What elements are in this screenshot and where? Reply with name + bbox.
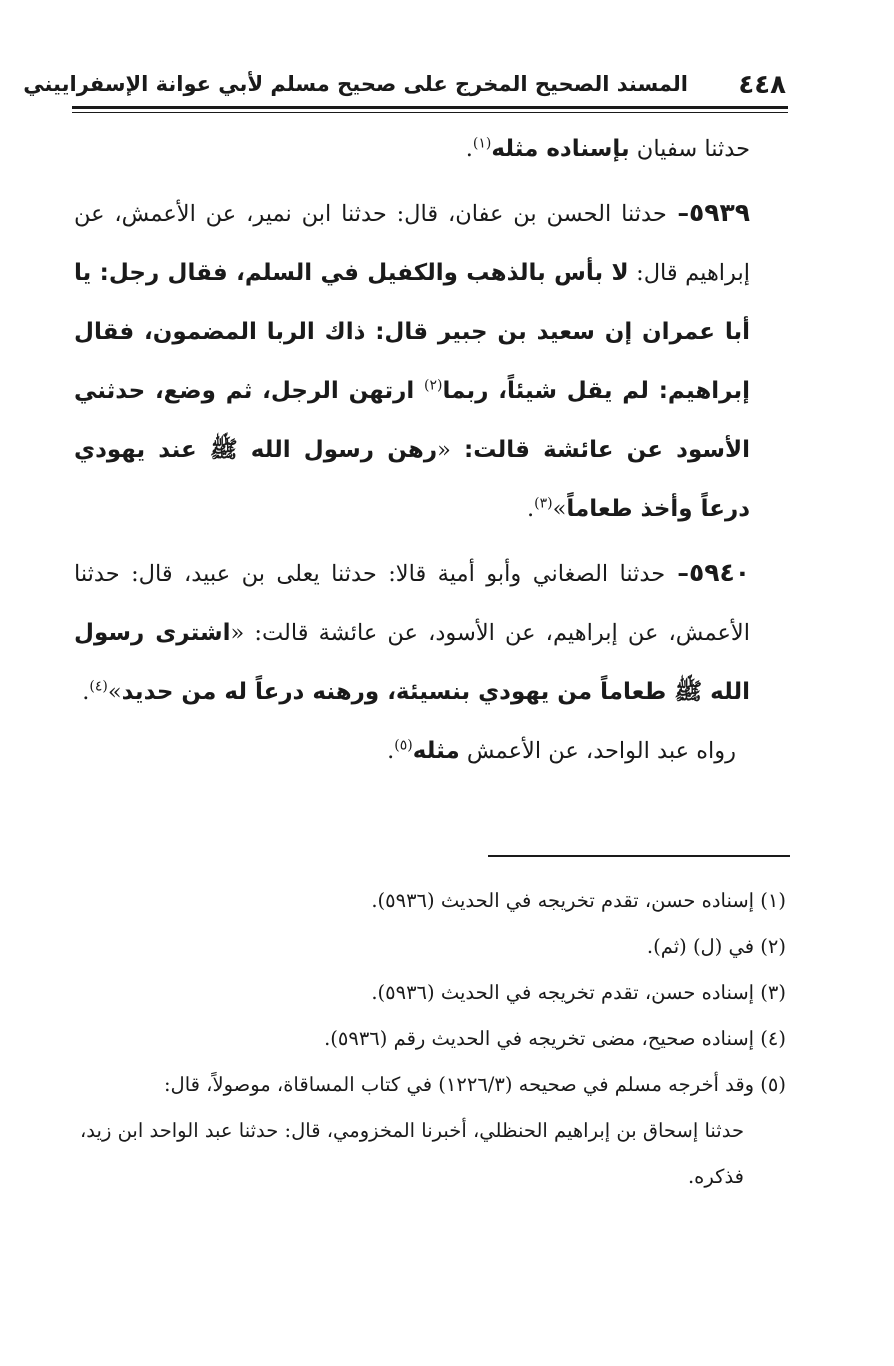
footnote-ref: (٥) xyxy=(394,737,413,754)
hadith-dash: – xyxy=(666,201,689,227)
book-title: المسند الصحيح المخرج على صحيح مسلم لأبي عوانة الإسفراييني xyxy=(23,72,688,96)
riwaya-note xyxy=(74,722,786,781)
hadith-matn: بإسناده مثله xyxy=(491,136,630,162)
hadith-matn: ارتهن الرجل، ثم وضع، حدثني الأسود عن عائشة قالت: xyxy=(74,378,750,463)
main-text xyxy=(74,120,786,781)
riwaya-bold: مثله xyxy=(412,738,460,764)
hadith-matn: اشترى رسول الله ﷺ طعاماً من يهودي بنسيئة، ورهنه درعاً له من حديد xyxy=(74,620,750,705)
footnote-4: (٤) إسناده صحيح، مضى تخريجه في الحديث رقم (٥٩٣٦). xyxy=(324,1027,786,1050)
hadith-matn: لا بأس بالذهب والكفيل في السلم، فقال رجل: يا أبا عمران إن سعيد بن جبير قال: ذاك الربا المضمون، فقال إبراهيم: لم يقل شيئاً، ربما xyxy=(74,260,751,404)
hadith-5940 xyxy=(74,543,786,722)
hadith-matn: رهن رسول الله ﷺ عند يهودي درعاً وأخذ طعاماً xyxy=(74,437,750,522)
hadith-dash: – xyxy=(665,561,689,587)
punctuation: . xyxy=(387,738,395,764)
punctuation: . xyxy=(465,136,473,162)
hadith-continuation xyxy=(74,120,786,179)
footnote-ref: (١) xyxy=(472,135,492,152)
footnote-ref: (٢) xyxy=(424,377,443,394)
footnote-separator xyxy=(488,855,790,857)
footnote-3: (٣) إسناده حسن، تقدم تخريجه في الحديث (٥٩٣٦). xyxy=(371,981,786,1004)
punctuation: . xyxy=(82,679,90,705)
riwaya-text: رواه عبد الواحد، عن الأعمش xyxy=(459,738,736,764)
footnote-5: (٥) وقد أخرجه مسلم في صحيحه (١٢٢٦/٣) في كتاب المساقاة، موصولاً، قال: xyxy=(163,1073,786,1096)
footnote-2: (٢) في (ل) (ثم). xyxy=(646,935,786,958)
quote-close: » xyxy=(107,679,122,705)
running-header xyxy=(23,66,788,106)
hadith-isnad: حدثنا الصغاني وأبو أمية قالا: حدثنا يعلى بن عبيد، قال: حدثنا الأعمش، عن إبراهيم، عن الأسود، عن عائشة قالت: xyxy=(74,561,750,646)
footnote-5-continued: حدثنا إسحاق بن إبراهيم الحنظلي، أخبرنا المخزومي، قال: حدثنا عبد الواحد ابن زيد، فذكره. xyxy=(80,1119,744,1188)
punctuation: . xyxy=(526,496,535,522)
footnote-ref: (٤) xyxy=(89,678,108,695)
page-number: ٤٤٨ xyxy=(738,70,786,100)
hadith-5939 xyxy=(74,183,786,539)
footnote-1: (١) إسناده حسن، تقدم تخريجه في الحديث (٥٩٣٦). xyxy=(371,889,786,912)
hadith-isnad: حدثنا سفيان xyxy=(629,136,750,162)
header-rule-thick xyxy=(72,106,788,109)
quote-open: « xyxy=(437,437,451,463)
header-rule-thin xyxy=(72,112,788,113)
hadith-number: ٥٩٤٠ xyxy=(688,558,750,587)
footnotes xyxy=(74,878,786,1200)
hadith-isnad: حدثنا الحسن بن عفان، قال: حدثنا ابن نمير، عن الأعمش، عن إبراهيم قال: xyxy=(74,201,750,286)
quote-open: « xyxy=(230,620,245,646)
hadith-number: ٥٩٣٩ xyxy=(688,198,750,227)
quote-close: » xyxy=(552,496,567,522)
footnote-ref: (٣) xyxy=(534,495,553,512)
